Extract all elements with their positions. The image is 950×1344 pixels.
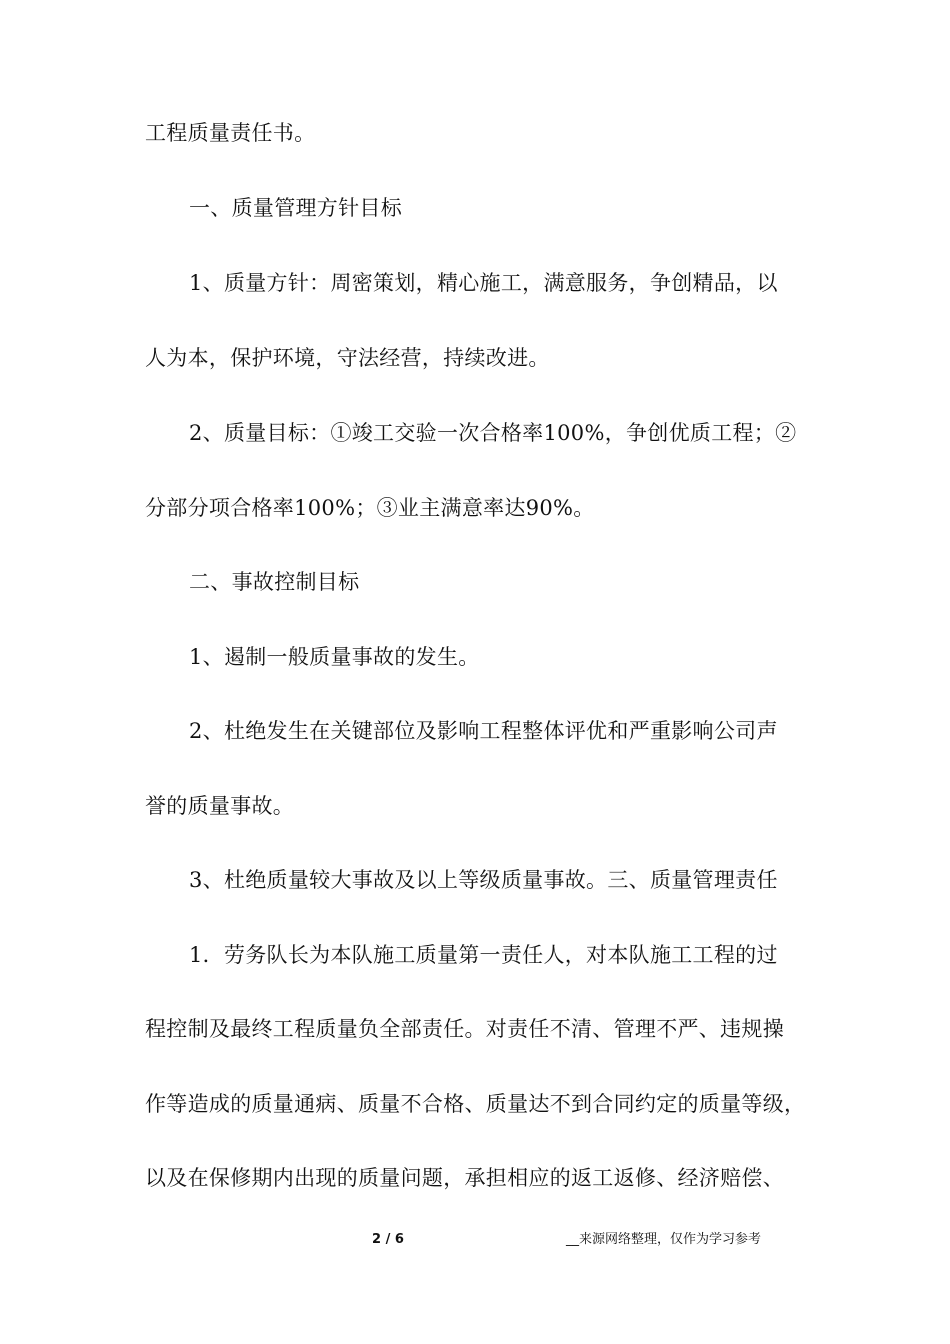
text-line: 3、杜绝质量较大事故及以上等级质量事故。三、质量管理责任 [189, 868, 778, 892]
section-heading: 二、事故控制目标 [189, 570, 360, 594]
text-line: 誉的质量事故。 [145, 794, 295, 818]
text-line: 分部分项合格率100%；③业主满意率达90%。 [145, 496, 595, 520]
text-line: 2、质量目标：①竣工交验一次合格率100%，争创优质工程；② [189, 421, 797, 445]
footer-note: __来源网络整理，仅作为学习参考 [566, 1232, 762, 1247]
text-line: 以及在保修期内出现的质量问题，承担相应的返工返修、经济赔偿、 [145, 1166, 784, 1190]
page-number: 2 / 6 [372, 1232, 404, 1247]
text-line: 工程质量责任书。 [145, 121, 316, 145]
text-line: 1．劳务队长为本队施工质量第一责任人，对本队施工工程的过 [189, 943, 778, 967]
text-line: 1、质量方针：周密策划，精心施工，满意服务，争创精品，以 [189, 271, 778, 295]
text-line: 人为本，保护环境，守法经营，持续改进。 [145, 346, 550, 370]
text-line: 程控制及最终工程质量负全部责任。对责任不清、管理不严、违规操 [145, 1017, 784, 1041]
section-heading: 一、质量管理方针目标 [189, 196, 402, 220]
text-line: 2、杜绝发生在关键部位及影响工程整体评优和严重影响公司声 [189, 719, 778, 743]
text-line: 1、遏制一般质量事故的发生。 [189, 645, 480, 669]
text-line: 作等造成的质量通病、质量不合格、质量达不到合同约定的质量等级， [145, 1092, 806, 1116]
